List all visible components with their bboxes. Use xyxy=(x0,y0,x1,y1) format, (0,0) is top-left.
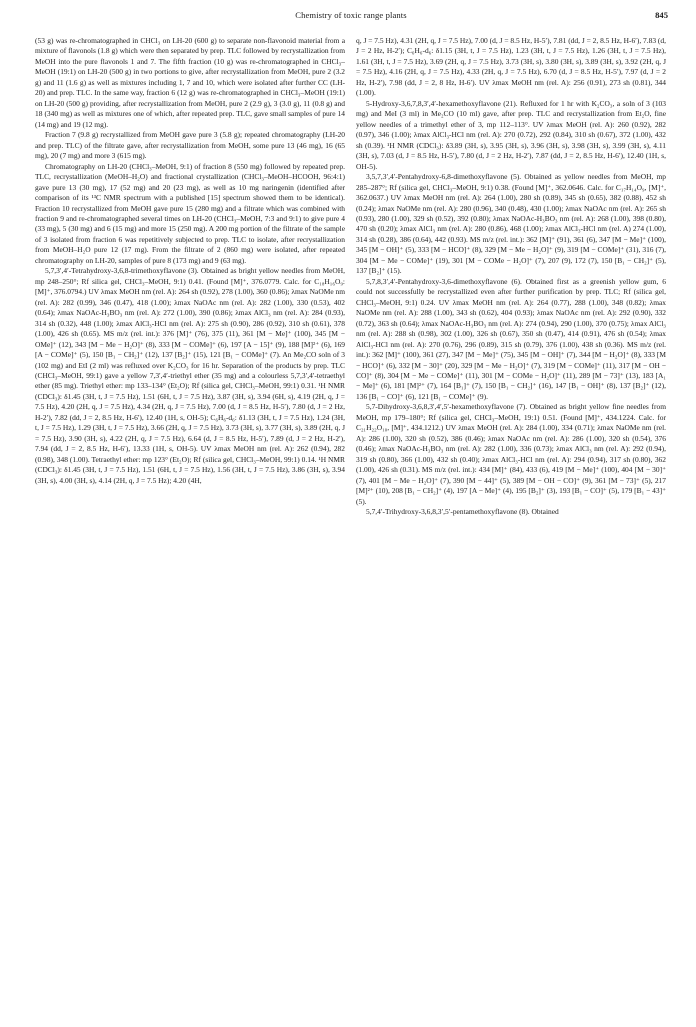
running-title: Chemistry of toxic range plants xyxy=(295,10,407,20)
paragraph: Chromatography on LH-20 (CHCl₃–MeOH, 9:1) of fraction 8 (550 mg) followed by repeated prep. TLC, recrystallization (MeOH–H₂O) and fractional crystallization (CHCl₃–MeOH–HCOOH, 96:4:1) gave pure 13 (30 mg), 17 (52 mg) and 20 (23 mg), as well as 10 mg naringenin (identified after comparison of its ¹³C NMR spectrum with a published [15] spectrum showed them to be identical). Fraction 10 recrystallized from MeOH gave pure 15 (280 mg) and a filtrate which was combined with fraction 9 and re-chromatographed several times on LH-20 (CHCl₃–MeOH, 7:3 and 9:1) to give pure 4 (33 mg), 5 (30 mg) and 6 (15 mg) and more 15 (250 mg). A 200 mg portion of the filtrate of the sample of 3 isolated from fraction 6 was repetitively subjected to prep. TLC to isolate, after recrystallization from MeOH–H₂O pure 12 (17 mg). From the filtrate of 2 (860 mg) were isolated, after repeated chromatography on LH-20, samples of pure 8 (173 mg) and 9 (63 mg). xyxy=(35,161,345,265)
right-column xyxy=(356,36,666,1011)
running-header xyxy=(34,10,668,24)
paragraph: 5,7-Dihydroxy-3,6,8,3′,4′,5′-hexamethoxyflavone (7). Obtained as bright yellow fine needles from MeOH, mp 179–180°; Rf (silica gel, CHCl₃–MeOH, 19:1) 0.51. (Found [M]⁺, 434.1224. Calc. for C₂₁H₂₂O₁₀, [M]⁺, 434.1212.) UV λmax MeOH (rel. A): 284 (1.00), 334 (0.71); λmax NaOMe nm (rel. A): 286 (1.00), 320 sh (0.52), 386 (0.46); λmax NaOAc nm (rel. A): 286 (1.00), 320 sh (0.54), 376 (0.46); λmax NaOAc-H₃BO₃ nm (rel. A): 282 (1.00), 336 (0.73); λmax AlCl₃ nm (rel. A): 292 (0.94), 319 sh (0.80), 366 (1.00), 432 sh (0.40); λmax AlCl₃-HCl nm (rel. A): 294 (0.94), 317 sh (0.80), 362 (1.00), 426 sh (0.31). MS m/z (rel. int.): 434 [M]⁺ (84), 433 (6), 419 [M − Me]⁺ (100), 404 [M − 30]⁺ (7), 401 [M − Me − H₂O]⁺ (7), 390 [M − 44]⁺ (5), 389 [M − OH − CO]⁺ (9), 361 [M − 73]⁺ (5), 217 [M]²⁺ (10), 208 [B₁ − CH₂]⁺ (4), 197 [A − Me]⁺ (4), 195 [B₂]⁺ (3), 193 [B₁ − CO]⁺ (5), 179 [B₁ − 43]⁺ (5). xyxy=(356,402,666,506)
left-column xyxy=(35,36,345,1011)
paragraph: 5-Hydroxy-3,6,7,8,3′,4′-hexamethoxyflavone (21). Refluxed for 1 hr with K₂CO₃, a soln of 3 (103 mg) and MeI (3 ml) in Me₂CO (10 ml) gave, after prep. TLC and recrystallization from Et₂O, fine yellow needles of a trimethyl ether of 3, mp 112–113°. UV λmax MeOH (rel. A): 260 (0.92), 282 (0.97), 346 (1.00); λmax AlCl₃-HCl nm (rel. A): 270 (0.72), 292 (0.84), 310 sh (0.67), 372 (1.00), 432 sh (0.39). ¹H NMR (CDCl₃): δ3.89 (3H, s), 3.95 (3H, s), 3.96 (3H, s), 3.98 (3H, s), 3.99 (3H, s), 4.11 (3H, s), 7.03 (d, J = 8.5 Hz, H-5′), 7.80 (d, J = 2 Hz, H-2′), 7.87 (dd, J = 2, 8.5 Hz, H-6′), 12.40 (1H, s, OH-5). xyxy=(356,98,666,171)
page-number: 845 xyxy=(655,10,668,20)
paragraph: 5,7,3′,4′-Tetrahydroxy-3,6,8-trimethoxyflavone (3). Obtained as bright yellow needles from MeOH, mp 248–250°; Rf silica gel, CHCl₃–MeOH, 9:1) 0.41. (Found [M]⁺, 376.0779. Calc. for C₁₈H₁₆O₉: [M]⁺, 376.0794.) UV λmax MeOH nm (rel. A): 264 sh (0.92), 278 (1.00), 360 (0.86); λmax NaOMe nm (rel. A): 282 (0.99), 346 (0.47), 418 (1.00); λmax NaOAc nm (rel. A): 282 (1.00), 330 (0.53), 402 (0.64); λmax NaOAc-H₃BO₃ nm (rel. A): 272 (1.00), 390 (0.86); λmax AlCl₃ nm (rel. A): 284 (0.93), 314 sh (0.32), 448 (1.00); λmax AlCl₃-HCl nm (rel. A): 275 sh (0.90), 286 (0.92), 310 sh (0.61), 378 (1.00), 426 sh (0.65). MS m/z (rel. int.): 376 [M]⁺ (76), 375 (11), 361 [M − Me]⁺ (100), 345 [M − OMe]⁺ (12), 343 [M − Me − H₂O]⁺ (8), 333 [M − COMe]⁺ (6), 197 [A − 15]⁺ (9), 188 [M]²⁺ (6), 169 [A − COMe]⁺ (5), 150 [B₁ − CH₂]⁺ (12), 137 [B₂]⁺ (15), 121 [B₁ − COMe]⁺ (7). An Me₂CO soln of 3 (102 mg) and EtI (2 ml) was refluxed over K₂CO₃ for 16 hr. Separation of the products by prep. TLC (CHCl₃–MeOH, 99:1) gave a yellow 7,3′,4′-triethyl ether (35 mg) and a colourless 5,7,3′,4′-tetraethyl ether (85 mg). Triethyl ether: mp 133–134° (Et₂O); Rf (silica gel, CHCl₃–MeOH, 99:1) 0.31. ¹H NMR (CDCl₃): δ1.45 (3H, t, J = 7.5 Hz), 1.51 (6H, t, J = 7.5 Hz), 3.87 (3H, s), 3.94 (6H, s), 4.19 (2H, q, J = 7.5 Hz), 4.20 (2H, q, J = 7.5 Hz), 4.34 (2H, q, J = 7.5 Hz), 7.00 (d, J = 8.5 Hz, H-5′), 7.80 (d, J = 2 Hz, H-2′), 7.82 (dd, J = 2, 8.5 Hz, H-6′), 12.40 (1H, s, OH-5); C₆H₆-d₆: δ1.13 (3H, t, J = 7.5 Hz), 1.24 (3H, t, J = 7.5 Hz), 1.29 (3H, t, J = 7.5 Hz), 3.66 (2H, q, J = 7.5 Hz), 3.73 (3H, s), 3.77 (3H, s), 3.89 (2H, q, J = 7.5 Hz), 3.90 (3H, s), 4.22 (2H, q, J = 7.5 Hz), 6.64 (d, J = 8.5 Hz, H-5′), 7.89 (d, J = 2 Hz, H-2′), 7.94 (dd, J = 2, 8.5 Hz, H-6′), 13.33 (1H, s, OH-5). UV λmax MeOH nm (rel. A): 262 (0.94), 282 (0.98), 348 (1.00). Tetraethyl ether: mp 123° (Et₂O); Rf (silica gel, CHCl₃–MeOH, 99:1) 0.14. ¹H NMR (CDCl₃): δ1.45 (3H, t, J = 7.5 Hz), 1.51 (6H, t, J = 7.5 Hz), 1.56 (3H, t, J = 7.5 Hz), 3.86 (3H, s), 3.94 (3H, s), 4.00 (3H, s), 4.14 (2H, q, J = 7.5 Hz); 4.20 (4H, xyxy=(35,266,345,485)
paragraph: (53 g) was re-chromatographed in CHCl₃ on LH-20 (600 g) to separate non-flavonoid material from a mixture of flavonols (1.8 g) which were then separated by prep. TLC followed by recrystallization from MeOH into the pure flavonols 1 and 7. The fifth fraction (10 g) was re-chromatographed in CHCl₃–MeOH (19:1) on LH-20 (500 g) in two portions to give, after recrystallization from MeOH, pure 2 (3.2 g) and 11 (1.6 g) as well as mixtures including 1, 7 and 10, which were isolated after further CC (LH-20) and prep. TLC. In the same way, fraction 6 (12 g) was re-chromatographed in CHCl₃–MeOH (19:1) on LH-20 (500 g) providing, after recrystallization from MeOH, pure 2 (2.9 g), 3 (3.0 g), 11 (0.8 g) and 18 (340 mg) as well as mixtures one of which, after repeated prep. TLC, gave small samples of pure 14 (14 mg) and 19 (12 mg). xyxy=(35,36,345,129)
paragraph: Fraction 7 (9.8 g) recrystallized from MeOH gave pure 3 (5.8 g); repeated chromatography (LH-20 and prep. TLC) of the filtrate gave, after recrystallization from MeOH, some pure 13 (46 mg), 16 (65 mg), 20 (7 mg) and more 3 (615 mg). xyxy=(35,130,345,161)
paragraph: 3,5,7,3′,4′-Pentahydroxy-6,8-dimethoxyflavone (5). Obtained as yellow needles from MeOH, mp 285–287°; Rf (silica gel, CHCl₃–MeOH, 9:1) 0.38. (Found [M]⁺, 362.0646. Calc. for C₁₇H₁₄O₉, [M]⁺, 362.0637.) UV λmax MeOH nm (rel. A): 264 (1.00), 280 sh (0.89), 345 sh (0.65), 382 (0.88), 452 sh (0.24); λmax NaOMe nm (rel. A): 280 (0.96), 340 (0.48), 430 (1.00); λmax NaOAc nm (rel. A): 265 sh (0.93), 280 (1.00), 329 sh (0.52), 392 (0.80); λmax NaOAc-H₃BO₃ nm (rel. A): 268 (1.00), 398 (0.80), 470 sh (0.20); λmax AlCl₃ nm (rel. A): 280 (0.86), 468 (1.00); λmax AlCl₃-HCl nm (rel. A) 274 (1.00), 314 sh (0.28), 386 (0.64), 442 (0.93). MS m/z (rel. int.): 362 [M]⁺ (91), 361 (6), 347 [M − Me]⁺ (100), 345 [M − OH]⁺ (5), 333 [M − HCO]⁺ (8), 329 [M − Me − H₂O]⁺ (9), 319 [M − COMe]⁺ (31), 316 (7), 304 [M − Me − COMe]⁺ (19), 301 [M − COMe − H₂O]⁺ (7), 207 (9), 172 (7), 150 [B₁ − CH₂]⁺ (5), 137 [B₂]⁺ (15). xyxy=(356,172,666,276)
paragraph: 5,7,4′-Trihydroxy-3,6,8,3′,5′-pentamethoxyflavone (8). Obtained xyxy=(366,507,559,517)
paragraph: q, J = 7.5 Hz), 4.31 (2H, q, J = 7.5 Hz), 7.00 (d, J = 8.5 Hz, H-5′), 7.81 (dd, J = 2, 8.5 Hz, H-6′), 7.83 (d, J = 2 Hz, H-2′); C₆H₆-d₆: δ1.15 (3H, t, J = 7.5 Hz), 1.23 (3H, t, J = 7.5 Hz), 1.26 (3H, t, J = 7.5 Hz), 1.61 (3H, t, J = 7.5 Hz), 3.69 (2H, q, J = 7.5 Hz), 3.73 (3H, s), 3.80 (3H, s), 3.89 (3H, s), 3.92 (2H, q, J = 7.5 Hz), 4.16 (2H, q, J = 7.5 Hz), 4.33 (2H, q, J = 7.5 Hz), 6.70 (d, J = 8.5 Hz, H-5′), 7.97 (d, J = 2 Hz, H-2′), 7.98 (dd, J = 2, 8 Hz, H-6′). UV λmax MeOH nm (rel. A): 256 (0.91), 273 sh (0.81), 344 (1.00). xyxy=(356,36,666,98)
paragraph: 5,7,8,3′,4′-Pentahydroxy-3,6-dimethoxyflavone (6). Obtained first as a greenish yellow gum, 6 could not successfully be recrystallized even after further purification by prep. TLC; Rf (silica gel, CHCl₃–MeOH, 9:1) 0.24. UV λmax MeOH nm (rel. A): 264 (0.77), 288 (1.00), 348 (0.82); λmax NaOMe nm (rel. A): 288 (1.00), 343 sh (0.62), 404 (0.93); λmax NaOAc nm (rel. A): 292 (0.90), 332 (0.72), 363 sh (0.64); λmax NaOAc-H₃BO₃ nm (rel. A): 274 (0.94), 290 (1.00), 370 (0.75); λmax AlCl₃ nm (rel. A): 288 sh (0.98), 302 (1.00), 326 sh (0.67), 350 sh (0.47), 414 (0.91), 476 sh (0.54); λmax AlCl₃-HCl nm (rel. A): 270 (0.76), 296 (0.89), 315 sh (0.79), 376 (1.00), 438 sh (0.36). MS m/z (rel. int.): 362 [M]⁺ (100), 361 (27), 347 [M − Me]⁺ (75), 345 [M − OH]⁺ (7), 344 [M − H₂O]⁺ (8), 333 [M − HCO]⁺ (6), 332 [M − 30]⁺ (20), 329 [M − Me − H₂O]⁺ (7), 319 [M − COMe]⁺ (11), 317 [M − OH − CO]⁺ (8), 304 [M − Me − COMe]⁺ (11), 301 [M − COMe − H₂O]⁺ (11), 289 [M − 73]⁺ (13), 183 [A₁ − Me]⁺ (6), 181 [M]²⁺ (7), 164 [B₁]⁺ (7), 150 [B₁ − CH₂]⁺ (16), 147 [B₁ − OH]⁺ (8), 137 [B₂]⁺ (12), 136 [B₁ − CO]⁺ (6), 121 [B₁ − COMe]⁺ (9). xyxy=(356,276,666,401)
